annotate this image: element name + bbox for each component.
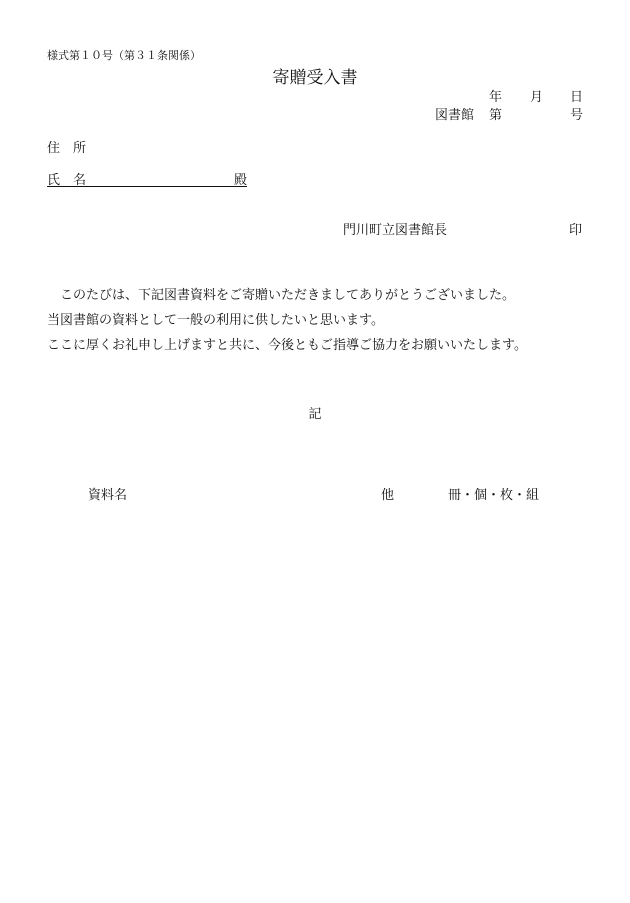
body-line-1: このたびは、下記図書資料をご寄贈いただきましてありがとうございました。 [60,288,516,303]
library-label: 図書館 [435,108,475,123]
item-other-label: 他 [381,488,395,503]
document-title: 寄贈受入書 [272,68,358,88]
body-paragraph [47,283,587,358]
date-month-label: 月 [530,90,544,105]
recipient-name-line [47,168,247,187]
name-label: 氏名 [47,173,100,188]
item-units-label: 冊・個・枚・組 [448,488,540,503]
body-line-3: ここに厚くお礼申し上げますと共に、今後ともご指導ご協力をお願いいたします。 [47,338,527,353]
body-line-2: 当図書館の資料として一般の利用に供したいと思います。 [47,313,384,328]
form-number: 様式第１０号（第３１条関係） [47,49,201,62]
address-label: 住所 [47,141,100,156]
issuer-title: 門川町立図書館長 [343,223,448,238]
document-number-prefix: 第 [489,108,503,123]
seal-label: 印 [569,223,583,238]
item-name-label: 資料名 [88,488,128,503]
date-year-label: 年 [489,90,503,105]
ki-heading: 記 [308,407,322,422]
date-day-label: 日 [570,90,584,105]
honorific: 殿 [233,173,247,188]
document-number-suffix: 号 [570,108,584,123]
